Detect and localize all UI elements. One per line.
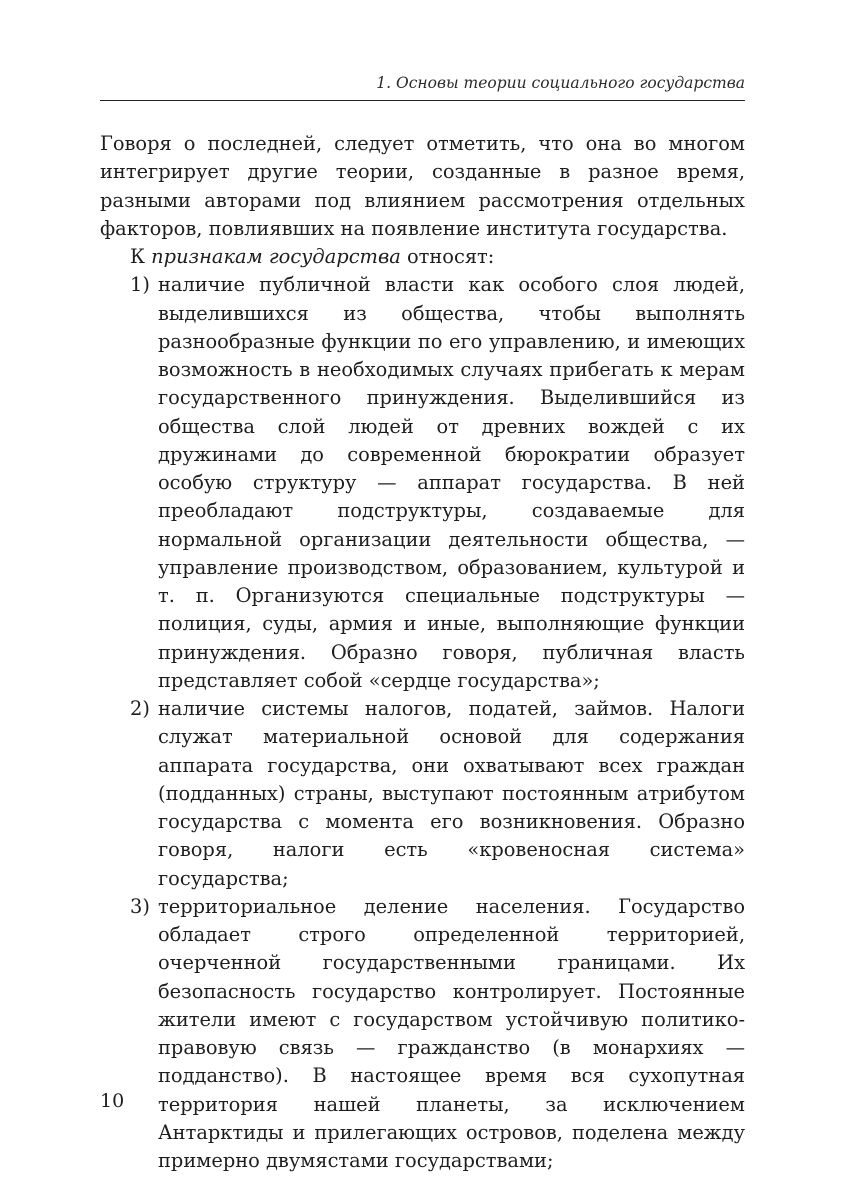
page-body: [100, 130, 745, 1175]
page-number: 10: [100, 1090, 125, 1112]
list-item-number: 2): [130, 697, 150, 720]
header-rule: [100, 100, 745, 101]
list-item-text: наличие системы налогов, податей, займов. Налоги служат материальной основой для содержания аппарата государства, они охватывают всех граждан (подданных) страны, выступают постоянным атрибутом государства с момента его возникновения. Образно говоря, налоги есть «кровеносная система» государства;: [158, 697, 745, 890]
list-item: [100, 695, 745, 893]
list-item-text: территориальное деление населения. Государство обладает строго определенной территорией, очерченной государственными границами. Их безопасность государство контролирует. Постоянные жители имеют с государством устойчивую политико-правовую связь — гражданство (в монархиях — подданство). В настоящее время вся сухопутная территория нашей планеты, за исключением Антарктиды и прилегающих островов, поделена между примерно двумястами государствами;: [158, 894, 745, 1172]
intro-paragraph: Говоря о последней, следует отметить, что она во многом интегрирует другие теории, созданные в разное время, разными авторами под влиянием рассмотрения отдельных факторов, повлиявших на появление института государства.: [100, 132, 745, 240]
list-item: [100, 271, 745, 695]
list-item-number: 1): [130, 273, 150, 297]
running-header: 1. Основы теории социального государства: [376, 74, 745, 92]
list-item-number: 3): [130, 894, 150, 918]
lead-prefix: К: [130, 245, 152, 268]
lead-suffix: относят:: [400, 245, 495, 268]
lead-italic-term: признакам государства: [151, 245, 401, 268]
lead-paragraph: [100, 243, 745, 271]
list-item-text: наличие публичной власти как особого слоя людей, выделившихся из общества, чтобы выполнять разнообразные функции по его управлению, и имеющих возможность в необходимых случаях прибегать к мерам государственного принуждения. Выделившийся из общества слой людей от древних вождей с их дружинами до современной бюрократии образует особую структуру — аппарат государства. В ней преобладают подструктуры, создаваемые для нормальной организации деятельности общества, — управление производством, образованием, культурой и т. п. Организуются специальные подструктуры — полиция, суды, армия и иные, выполняющие функции принуждения. Образно говоря, публичная власть представляет собой «сердце государства»;: [158, 273, 745, 692]
list-item: [100, 893, 745, 1176]
